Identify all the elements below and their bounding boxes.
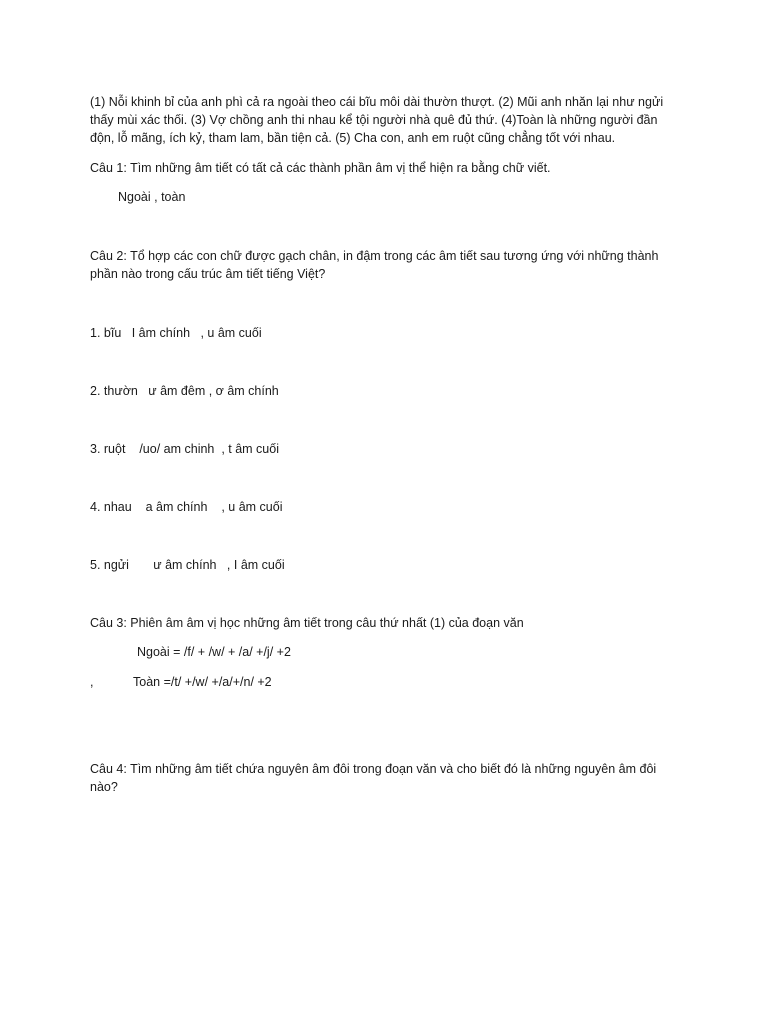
question-4: Câu 4: Tìm những âm tiết chứa nguyên âm đôi trong đoạn văn và cho biết đó là những nguyên âm đôi nào? (90, 762, 657, 794)
question-1: Câu 1: Tìm những âm tiết có tất cả các thành phần âm vị thể hiện ra bằng chữ viết. (90, 161, 551, 175)
q3-line-1: Ngoài = /f/ + /w/ + /a/ +/j/ +2 (137, 645, 291, 659)
q2-item-2: 2. thườn ư âm đêm , ơ âm chính (90, 384, 279, 398)
q2-item-4: 4. nhau a âm chính , u âm cuối (90, 500, 283, 514)
q2-item-3: 3. ruột /uo/ am chinh , t âm cuối (90, 442, 279, 456)
answer-1: Ngoài , toàn (118, 190, 186, 204)
q3-line-2: Toàn =/t/ +/w/ +/a/+/n/ +2 (133, 675, 272, 689)
question-2: Câu 2: Tổ hợp các con chữ được gạch chân, in đậm trong các âm tiết sau tương ứng với những thành phần nào trong cấu trúc âm tiết tiếng Việt? (90, 249, 659, 281)
question-3: Câu 3: Phiên âm âm vị học những âm tiết trong câu thứ nhất (1) của đoạn văn (90, 616, 524, 630)
q2-item-5: 5. ngửi ư âm chính , I âm cuối (90, 558, 285, 572)
passage-text: (1) Nỗi khinh bỉ của anh phì cả ra ngoài theo cái bĩu môi dài thườn thượt. (2) Mũi anh nhăn lại như ngửi thấy mùi xác thối. (3) Vợ chồng anh thi nhau kể tội người nhà quê đủ thứ. (4)Toàn là những người đần độn, lỗ mãng, ích kỷ, tham lam, bần tiện cả. (5) Cha con, anh em ruột cũng chẳng tốt với nhau. (90, 95, 664, 145)
q3-line-2-prefix: , (90, 675, 94, 689)
q2-item-1: 1. bĩu I âm chính , u âm cuối (90, 326, 262, 340)
